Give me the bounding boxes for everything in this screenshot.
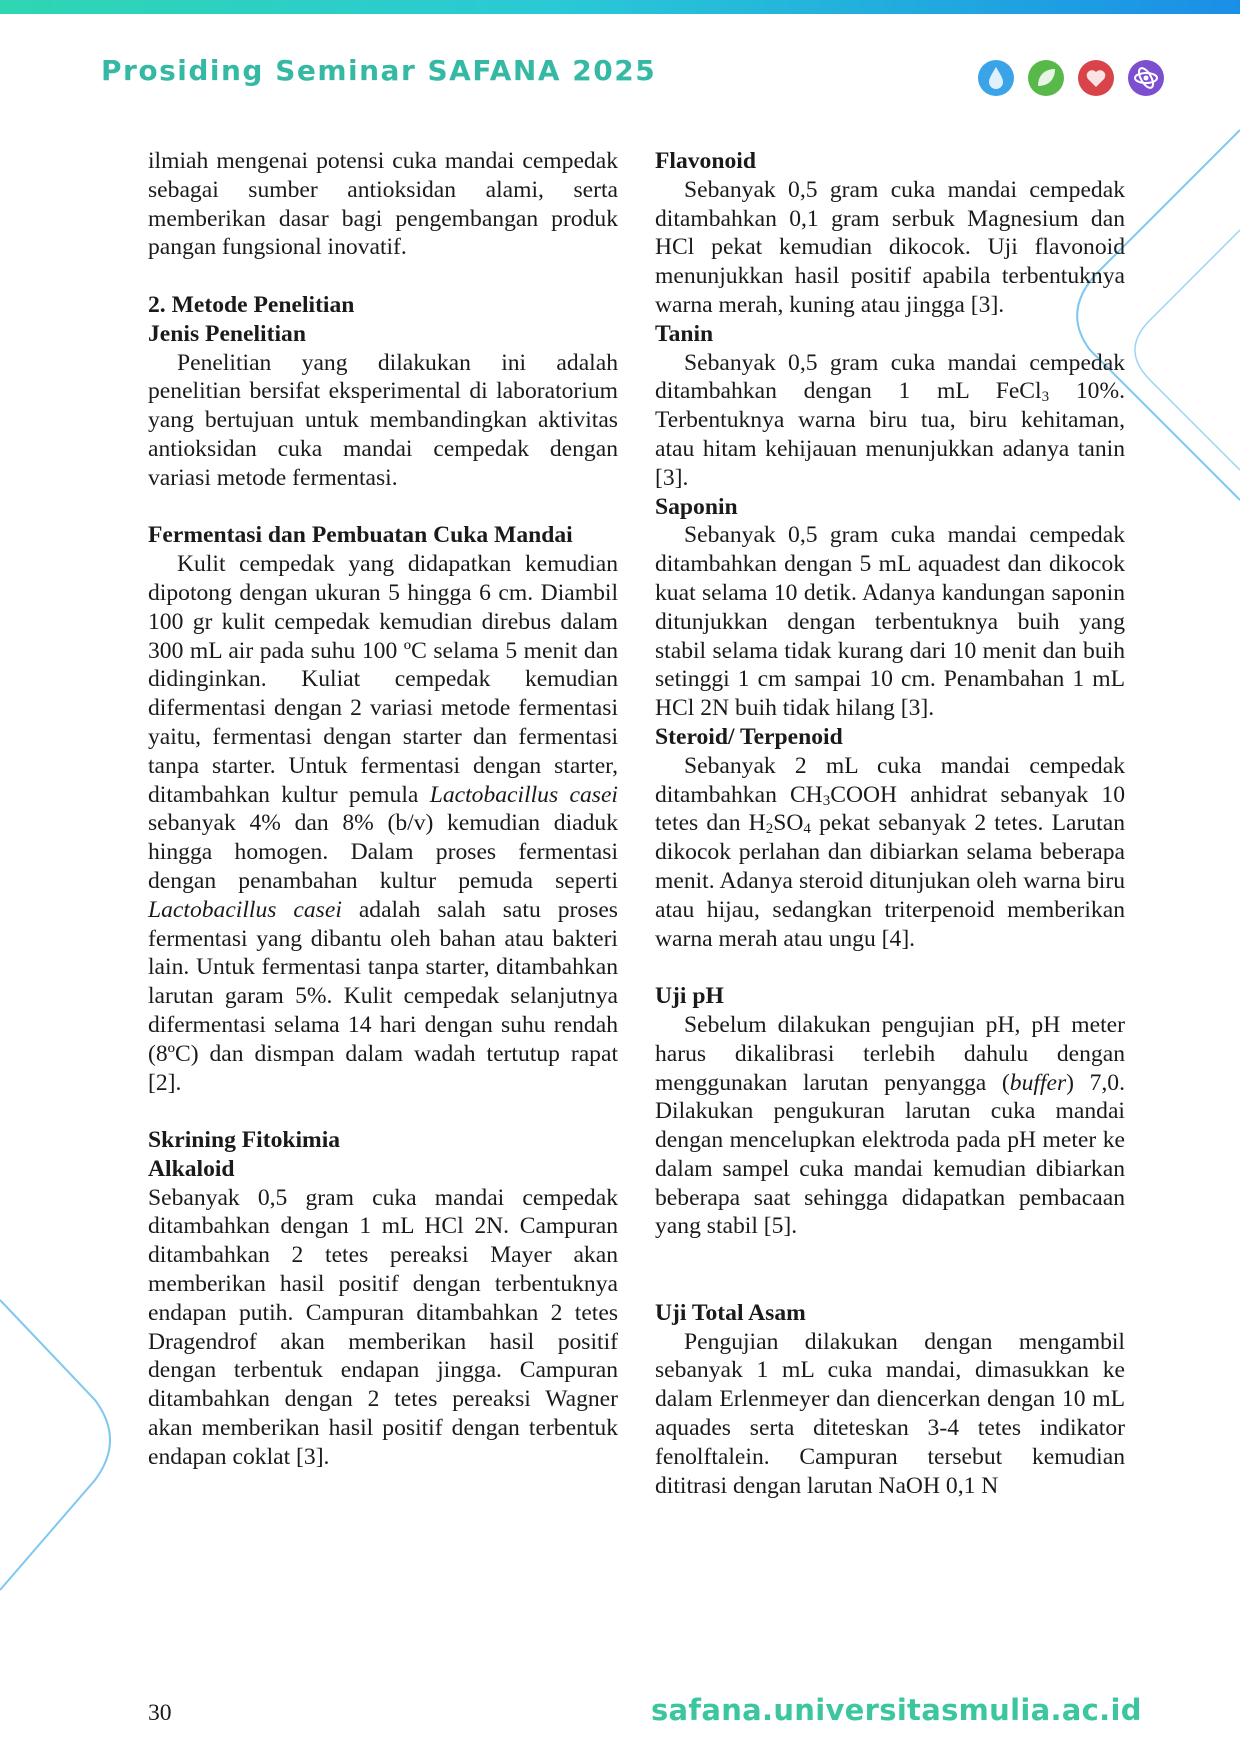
footer-url[interactable]: safana.universitasmulia.ac.id	[651, 1693, 1142, 1727]
water-drop-icon	[978, 60, 1014, 96]
section-heading: 2. Metode Penelitian	[148, 291, 355, 318]
subheading-steroid: Steroid/ Terpenoid	[655, 723, 843, 750]
tanin-paragraph: Sebanyak 0,5 gram cuka mandai cempedak ditambahkan dengan 1 mL FeCl$_3$ 10%. Terbentuknya warna biru tua, biru kehitaman, atau hitam kehijauan menunjukkan adanya tanin [3].	[655, 349, 1125, 491]
proceedings-title: Prosiding Seminar SAFANA 2025	[101, 54, 657, 87]
logo-group	[978, 60, 1168, 100]
ph-paragraph: Sebelum dilakukan pengujian pH, pH meter harus dikalibrasi terlebih dahulu dengan menggunakan larutan penyangga (buffer) 7,0. Dilakukan pengukuran larutan cuka mandai dengan mencelupkan elektroda pada pH meter ke dalam sampel cuka mandai kemudian dibiarkan beberapa saat sehingga didapatkan pembacaan yang stabil [5].	[655, 1011, 1125, 1240]
fermentasi-paragraph: Kulit cempedak yang didapatkan kemudian dipotong dengan ukuran 5 hingga 6 cm. Diambil 100 gr kulit cempedak kemudian direbus dalam 300 mL air pada suhu 100 ºC selama 5 menit dan didinginkan. Kuliat cempedak kemudian difermentasi dengan 2 variasi metode fermentasi yaitu, fermentasi dengan starter dan fermentasi tanpa starter. Untuk fermentasi dengan starter, ditambahkan kultur pemula Lactobacillus casei sebanyak 4% dan 8% (b/v) kemudian diaduk hingga homogen. Dalam proses fermentasi dengan penambahan kultur pemuda seperti Lactobacillus casei adalah salah satu proses fermentasi yang dibantu oleh bahan atau bakteri lain. Untuk fermentasi tanpa starter, ditambahkan larutan garam 5%. Kulit cempedak selanjutnya difermentasi selama 14 hari dengan suhu rendah (8ºC) dan dismpan dalam wadah tertutup rapat [2].	[148, 551, 618, 1096]
subheading-skrining: Skrining Fitokimia	[148, 1127, 341, 1154]
subheading-alkaloid: Alkaloid	[148, 1155, 235, 1182]
alkaloid-paragraph: Sebanyak 0,5 gram cuka mandai cempedak ditambahkan dengan 1 mL HCl 2N. Campuran ditambahkan 2 tetes pereaksi Mayer akan memberikan hasil positif dengan terbentuknya endapan putih. Campuran ditambahkan 2 tetes Dragendrof akan memberikan hasil positif dengan terbentuk endapan jingga. Campuran ditambahkan dengan 2 tetes pereaksi Wagner akan memberikan hasil positif dengan terbentuk endapan coklat [3].	[148, 1184, 618, 1470]
subheading-flavonoid: Flavonoid	[655, 148, 756, 174]
subheading-jenis: Jenis Penelitian	[148, 320, 306, 347]
subheading-ph: Uji pH	[655, 983, 724, 1010]
jenis-paragraph: Penelitian yang dilakukan ini adalah penelitian bersifat eksperimental di laboratorium yang bertujuan untuk membandingkan aktivitas antioksidan cuka mandai cempedak dengan variasi metode fermentasi.	[148, 349, 618, 491]
total-asam-paragraph: Pengujian dilakukan dengan mengambil sebanyak 1 mL cuka mandai, dimasukkan ke dalam Erlenmeyer dan diencerkan dengan 10 mL aquades serta diteteskan 3-4 tetes indikator fenolftalein. Campuran tersebut kemudian dititrasi dengan larutan NaOH 0,1 N	[655, 1328, 1125, 1499]
subheading-tanin: Tanin	[655, 320, 714, 347]
page-number: 30	[148, 1700, 172, 1726]
subheading-fermentasi: Fermentasi dan Pembuatan Cuka Mandai	[148, 522, 573, 549]
species-name: Lactobacillus casei	[429, 781, 618, 808]
subheading-total-asam: Uji Total Asam	[655, 1299, 806, 1326]
saponin-paragraph: Sebanyak 0,5 gram cuka mandai cempedak ditambahkan dengan 5 mL aquadest dan dikocok kuat selama 10 detik. Adanya kandungan saponin ditunjukkan dengan terbentuknya buih yang stabil selama tidak kurang dari 10 menit dan buih setinggi 1 cm sampai 10 cm. Penambahan 1 mL HCl 2N buih tidak hilang [3].	[655, 522, 1125, 722]
intro-paragraph: ilmiah mengenai potensi cuka mandai cempedak sebagai sumber antioksidan alami, serta memberikan dasar bagi pengembangan produk pangan fungsional inovatif.	[148, 148, 618, 261]
left-column	[148, 147, 618, 1472]
steroid-paragraph: Sebanyak 2 mL cuka mandai cempedak ditambahkan $CH_3COOH$ anhidrat sebanyak 10 tetes dan $H_2SO_4$ pekat sebanyak 2 tetes. Larutan dikocok perlahan dan dibiarkan selama beberapa menit. Adanya steroid ditunjukan oleh warna biru atau hijau, sedangkan triterpenoid memberikan warna merah atau ungu [4].	[655, 752, 1125, 952]
heart-icon	[1078, 60, 1114, 96]
atom-icon	[1128, 60, 1164, 96]
right-column	[655, 147, 1125, 1500]
subheading-saponin: Saponin	[655, 493, 738, 520]
species-name: Lactobacillus casei	[148, 896, 342, 923]
flavonoid-paragraph: Sebanyak 0,5 gram cuka mandai cempedak ditambahkan 0,1 gram serbuk Magnesium dan HCl pekat kemudian dikocok. Uji flavonoid menunjukkan hasil positif apabila terbentuknya warna merah, kuning atau jingga [3].	[655, 176, 1125, 318]
top-gradient-bar	[0, 0, 1240, 14]
leaf-icon	[1028, 60, 1064, 96]
